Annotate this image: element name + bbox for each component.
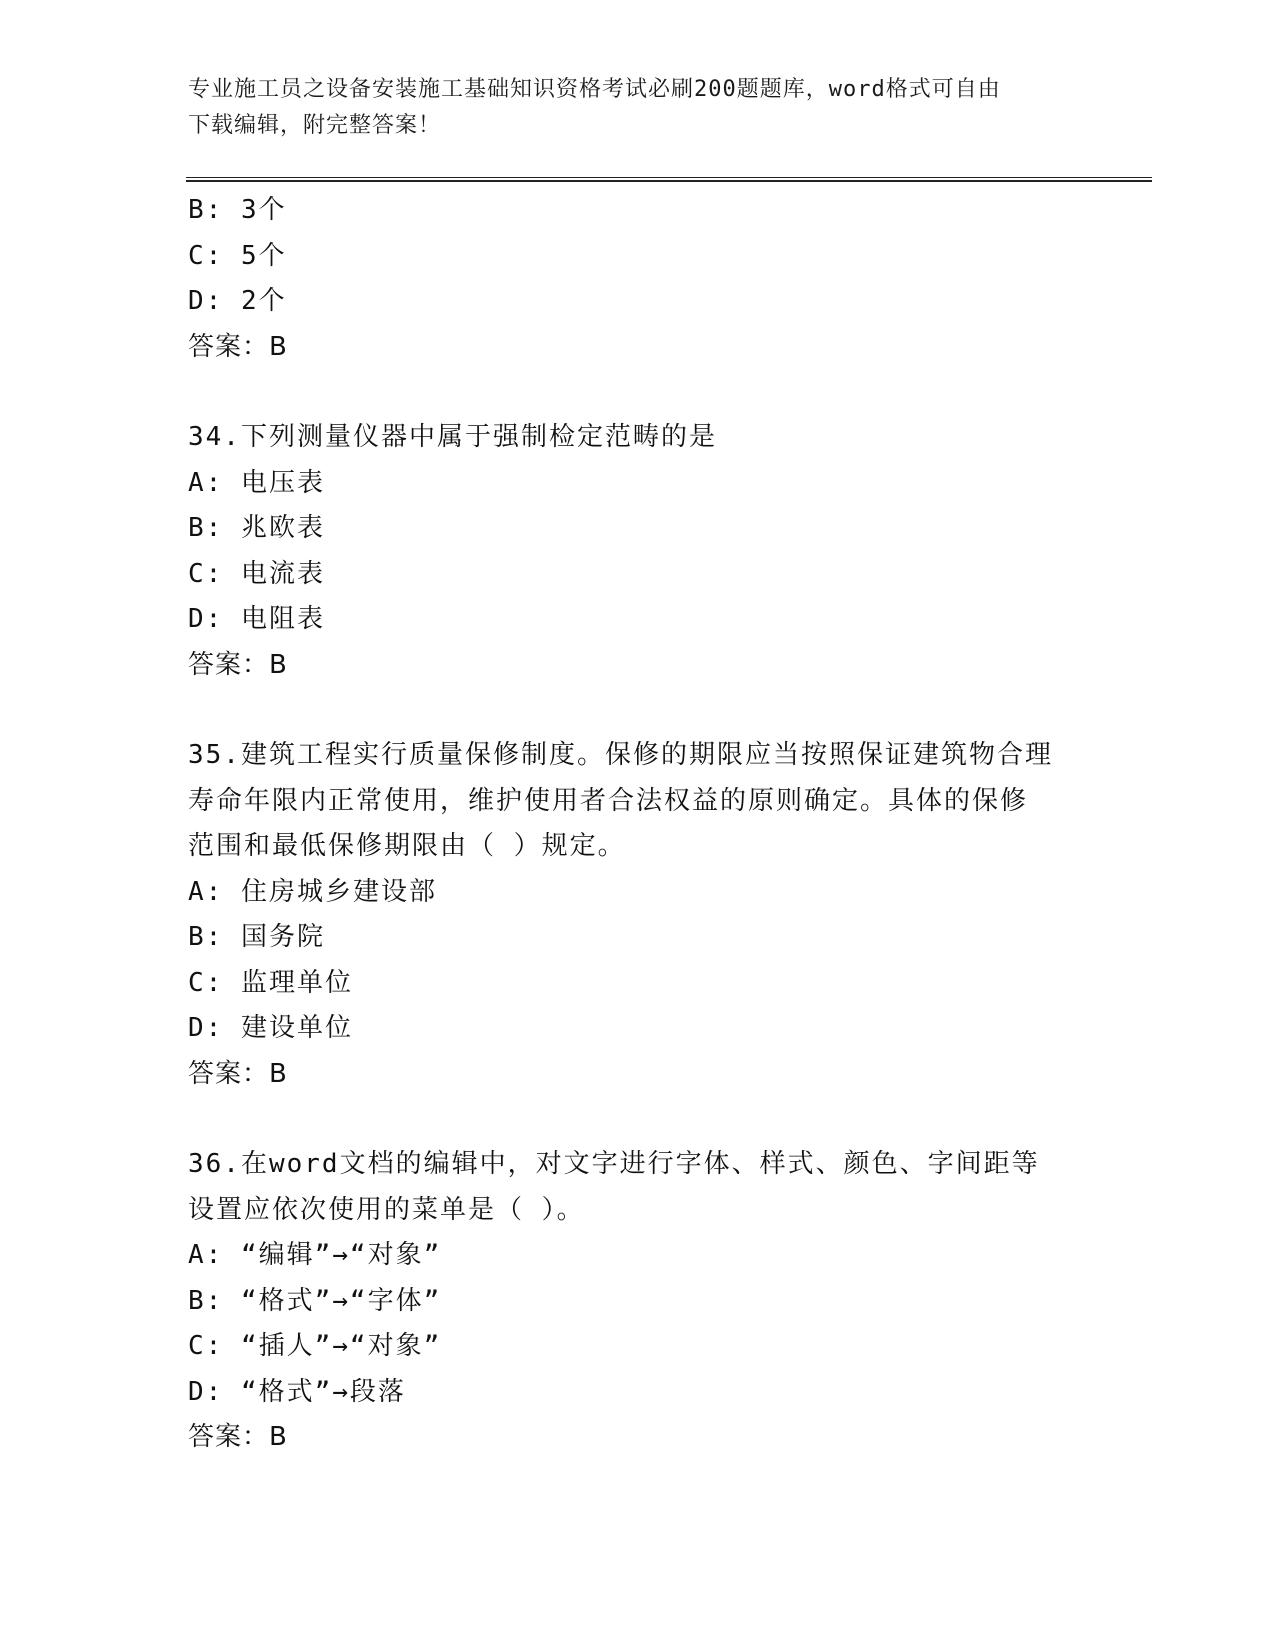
option-d: D: “格式”→段落 <box>188 1376 406 1407</box>
option-a: A: “编辑”→“对象” <box>188 1240 442 1270</box>
option-c: C: 5个 <box>188 240 287 271</box>
question-34 <box>188 415 1088 688</box>
option-b: B: “格式”→“字体” <box>188 1285 442 1316</box>
prev-question-tail <box>188 188 1088 370</box>
option-b: B: 兆欧表 <box>188 513 325 543</box>
question-35 <box>188 733 1088 1097</box>
question-stem-line-1: 35.建筑工程实行质量保修制度。保修的期限应当按照保证建筑物合理 <box>188 740 1053 770</box>
question-stem-line-2: 寿命年限内正常使用，维护使用者合法权益的原则确定。具体的保修 <box>188 785 1029 816</box>
answer-line: 答案：B <box>188 331 288 362</box>
option-b: B: 国务院 <box>188 922 325 952</box>
option-d: D: 建设单位 <box>188 1013 353 1043</box>
option-a: A: 电压表 <box>188 467 325 498</box>
option-a: A: 住房城乡建设部 <box>188 876 437 907</box>
option-b: B: 3个 <box>188 195 287 225</box>
header-rule-thick <box>186 180 1152 182</box>
question-stem: 34.下列测量仪器中属于强制检定范畴的是 <box>188 422 717 452</box>
answer-line: 答案：B <box>188 1058 288 1089</box>
document-body <box>188 188 1088 1461</box>
question-stem-line-1: 36.在word文档的编辑中，对文字进行字体、样式、颜色、字间距等 <box>188 1149 1040 1179</box>
option-d: D: 2个 <box>188 286 287 316</box>
question-stem-line-2: 设置应依次使用的菜单是（ ）。 <box>188 1194 585 1225</box>
option-c: C: 监理单位 <box>188 967 353 998</box>
question-36 <box>188 1142 1088 1461</box>
option-d: D: 电阻表 <box>188 604 325 634</box>
header-line-2: 下载编辑，附完整答案！ <box>188 113 442 138</box>
header-rule-thin <box>186 177 1152 178</box>
question-stem-line-3: 范围和最低保修期限由（ ）规定。 <box>188 831 626 861</box>
option-c: C: 电流表 <box>188 558 325 589</box>
option-c: C: “插人”→“对象” <box>188 1331 442 1361</box>
answer-line: 答案：B <box>188 1422 288 1452</box>
answer-line: 答案：B <box>188 649 288 680</box>
document-header <box>188 72 1068 144</box>
header-line-1: 专业施工员之设备安装施工基础知识资格考试必刷200题题库，word格式可自由 <box>188 77 1001 102</box>
